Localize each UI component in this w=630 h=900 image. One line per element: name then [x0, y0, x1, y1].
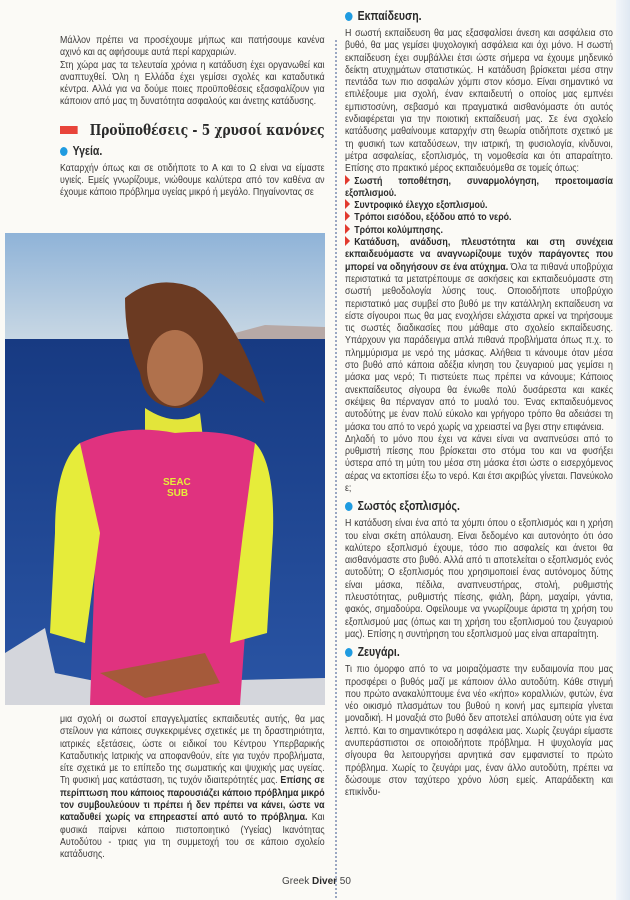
health-body-bold: Επίσης σε περίπτωση που κάποιος παρουσιάζει κάποιο πρόβλημα μικρό τον συμβουλεύουν τι πρέπει ή δεν πρέπει να κάνει, ώστε να καταδυθεί χωρίς να επηρεαστεί από αυτό το πρόβλημα. [60, 774, 325, 824]
equipment-body: Η κατάδυση είναι ένα από τα χόμπι όπου ο εξοπλισμός και η χρήση του είναι σκέτη απόλαυση. Είναι δεδομένο και αυτονόητο ότι όσο καλύτερο εξοπλισμό έχουμε, τόσο πιο ασφαλείς και άνετοι θα αισθανόμαστε στο βυθό. Αλλά από τι αποτελείται ο εξοπλισμός ενός αυτοδύτη; Ο εξοπλισμός που χρησιμοποιεί ένας αυτόνομος δύτης είναι μάσκα, πέδιλα, αναπνευστήρας, στολή, ρυθμιστής πλευστότητας, ρυθμιστής πίεσης, φιάλη, βάρη, μαχαίρι, γάντια, φακός, σημαδούρα. Οφείλουμε να γνωρίζουμε άριστα τη χρήση του εξοπλισμού μας (όπως και τη χρήση του εξοπλισμού του ζευγαριού μας). Επίσης η συντήρηση του εξοπλισμού μας είναι απαραίτητη. [345, 517, 613, 640]
page-number: 50 [337, 876, 351, 887]
health-title [60, 144, 325, 159]
buddy-title-text: Ζευγάρι. [357, 645, 400, 660]
triangle-bullet-icon [345, 211, 350, 221]
health-body-end: Και φυσικά παίρνει κάποιο πιστοποιητικό (Υγείας) Ικανότητας Αυτοδύτου - τριας για τη συμμετοχή του σε κάποιο σχολείο κατάδυσης. [60, 811, 325, 861]
section-heading-text: Προϋποθέσεις - 5 χρυσοί κανόνες [89, 121, 325, 139]
intro-paragraph-2: Στη χώρα μας τα τελευταία χρόνια η κατάδυση έχει οργανωθεί και αναπτυχθεί. Όλη η Ελλάδα έχει γεμίσει σχολές και καταδυτικά κέντρα. Αλλά για να δούμε ποιες προϋποθέσεις εξασφαλίζουν για κάποιον από μας τη δυνατότητα ασφαλούς και άνετης κατάδυσης. [60, 58, 325, 108]
triangle-bullet-icon [345, 199, 350, 209]
education-bullet [345, 211, 613, 223]
magazine-name-bold: Diver [312, 876, 338, 887]
blue-dot-icon [345, 502, 353, 511]
bullet-text: Τρόποι κολύμπησης. [354, 223, 443, 236]
bullet-text: Τρόποι εισόδου, εξόδου από το νερό. [354, 211, 512, 224]
blue-dot-icon [345, 12, 353, 21]
education-bullet [345, 224, 613, 236]
health-title-text: Υγεία. [72, 143, 103, 158]
bullet-continuation: Όλα τα πιθανά υποβρύχια περιστατικά τα μετατρέπουμε σε ασκήσεις και εκπαιδευόμαστε στη σωστή μεθοδολογία λύσης τους. Οποιοδήποτε υποβρύχιο περιστατικό μας συμβεί στο βυθό με την κατάλληλη εκπαίδευση να είστε σίγουροι πως θα μας ενοχλήσει ελάχιστα αρκεί να τηρήσουμε τις σωστές διαδικασίες που μάθαμε στο σχολείο εκπαίδευσης. Υπάρχουν για παράδειγμα απλά πιθανά προβλήματα όπως π.χ. το πλημμύρισμα με νερό της μάσκας. Αλήθεια τι κάνουμε όταν μέσα στο βυθό από κάποια αδέξια κίνηση του ζευγαριού μας γεμίσει η μάσκα μας νερό; Τι πιστεύετε πως πρέπει να κάνουμε; Κάποιος ανεκπαίδευτος σίγουρα θα ένιωθε πολύ δυσάρεστα και κακές σκέψεις θα πέρναγαν από το μυαλό του. Ένας εκπαιδευόμενος αυτοδύτης με έναν πολύ εύκολο και γρήγορο τρόπο θα αδειάσει τη μάσκα του από το νερό χωρίς να χρειαστεί να βγει στην επιφάνεια. [345, 260, 613, 433]
buddy-body: Τι πιο όμορφο από το να μοιραζόμαστε την ευδαιμονία που μας προσφέρει ο βυθός μαζί με κάποιον άλλο αυτοδύτη. Κάθε στιγμή που πρώτο ανακαλύπτουμε ένα νέο «κήπο» κοραλλιών, φυτών, ένα νέο οικισμό πλασμάτων του βυθού η κοινή μας εμπειρία γίνεται μοναδική. Η μοναξιά στο βυθό δεν αποτελεί απόλαυση ούτε για ένα λεπτό. Και το σημαντικότερο η ασφάλεια μας. Χωρίς ζευγάρι είμαστε ανυπεράσπιστοι σε οποιοδήποτε πρόβλημα. Η ψυχολογία μας σίγουρα θα λειτουργήσει αρνητικά σαν εμφανιστεί το πρώτο πρόβλημα. Χωρίς το ζευγάρι μας, έναν άλλο αυτοδύτη, πρέπει να δώσουμε στον ταχύτερο χρόνο λύση εμείς. Απαράδεκτη και επικίνδυ- [345, 663, 613, 799]
health-body-bottom [60, 713, 325, 861]
buddy-title [345, 645, 613, 660]
triangle-bullet-icon [345, 236, 350, 246]
right-column [345, 4, 613, 799]
page-footer [282, 876, 351, 887]
health-body-text: μια σχολή οι σωστοί επαγγελματίες εκπαιδευτές αυτής, θα μας στείλουν για κάποιες συγκεκριμένες σχετικές με τη δραστηριότητα, ιατρικές εξετάσεις, ώστε οι ειδικοί του Κέντρου Υπερβαρικής Καταδυτικής Ιατρικής να αποφανθούν, είτε για τυχόν προβλήματα, είτε σχετικά με το επίπεδο της σωματικής και ψυχικής μας υγείας. Τη φυσική μας κατάσταση, τις τυχόν ιδιαιτερότητές μας. [60, 713, 325, 787]
education-title-text: Εκπαίδευση. [357, 9, 422, 23]
page-edge [616, 0, 630, 900]
bullet-text: Σωστή τοποθέτηση, συναρμολόγηση, προετοιμασία εξοπλισμού. [345, 174, 613, 199]
equipment-title [345, 499, 613, 514]
column-separator [335, 40, 337, 898]
bullet-text: Κατάδυση, ανάδυση, πλευστότητα και στη συνέχεια εκπαιδευόμαστε να αναγνωρίζουμε τυχόν παράγοντες που μπορεί να οδηγήσουν σε ένα ατύχημα. [345, 236, 613, 273]
left-column-bottom [60, 713, 325, 861]
education-bullet [345, 175, 613, 200]
education-title [345, 9, 613, 24]
health-body-top: Καταρχήν όπως και σε οτιδήποτε το Α και το Ω είναι να είμαστε υγιείς. Εμείς γνωρίζουμε, νιώθουμε καλύτερα από τον καθένα αν έχουμε κάποιο πρόβλημα υγείας μικρό ή μεγάλο. Πηγαίνοντας σε [60, 161, 325, 199]
education-body-2: Δηλαδή το μόνο που έχει να κάνει είναι να αναπνεύσει από το ρυθμιστή πίεσης που βρίσκεται στο στόμα του και να φυσήξει ύστερα από τη μύτη του μέσα στη μάσκα έτσι ώστε ο εισερχόμενος αέρας να εκτοπίσει έξω το νερό. Και έτσι ακριβώς γίνεται. Πανεύκολο ε; [345, 432, 613, 494]
red-bar-icon [60, 126, 78, 134]
equipment-title-text: Σωστός εξοπλισμός. [357, 499, 460, 514]
education-body: Η σωστή εκπαίδευση θα μας εξασφαλίσει άνεση και ασφάλεια στο βυθό, θα μας γεμίσει ψυχολογική ασφάλεια και όχι μόνο. Η σωστή εκπαίδευση έχει συμβάλλει έτσι ώστε σήμερα να έχουμε μηδενικό δείκτη ατυχημάτων στατιστικώς. Η κατάδυση βρίσκεται μέσα στην πεντάδα των πιο ασφαλών χόμπι στον κόσμο. Είναι σημαντικό να επιλέξουμε μια σχολή, έναν εκπαιδευτή ο οποίος μας εμπνέει εμπιστοσύνη, σεβασμό και πραγματικά αισθανόμαστε ότι αυτός ενδιαφέρεται για την ποιοτική εκπαίδευσή μας. Σε ένα σχολείο κατάδυσης μαθαίνουμε καταρχήν στη θεωρία οτιδήποτε σχετικό με τη φυσική των καταδύσεων, την ιατρική, τη φυσιολογία, κίνδυνοι, μέτρα ασφαλείας, εξοπλισμός, τη νομοθεσία και ότι απαραίτητο. Επίσης στο πρακτικό μέρος εκπαιδευόμεθα σε τομείς όπως: [345, 27, 613, 175]
suit-logo: SEAC [163, 477, 191, 488]
education-bullet [345, 236, 613, 433]
svg-text:SUB: SUB [167, 488, 189, 499]
blue-dot-icon [345, 648, 353, 657]
magazine-name: Greek [282, 876, 313, 887]
triangle-bullet-icon [345, 224, 350, 234]
left-column-top [60, 34, 325, 199]
blue-dot-icon [60, 147, 68, 156]
triangle-bullet-icon [345, 175, 350, 185]
section-heading [60, 122, 325, 139]
education-bullet [345, 199, 613, 211]
bullet-text: Συντροφικό έλεγχο εξοπλισμού. [354, 199, 488, 212]
diver-photo [5, 233, 325, 705]
intro-paragraph-1: Μάλλον πρέπει να προσέχουμε μήπως και πατήσουμε κανένα αχινό και ας αφήσουμε αυτά περί καρχαριών. [60, 34, 325, 59]
